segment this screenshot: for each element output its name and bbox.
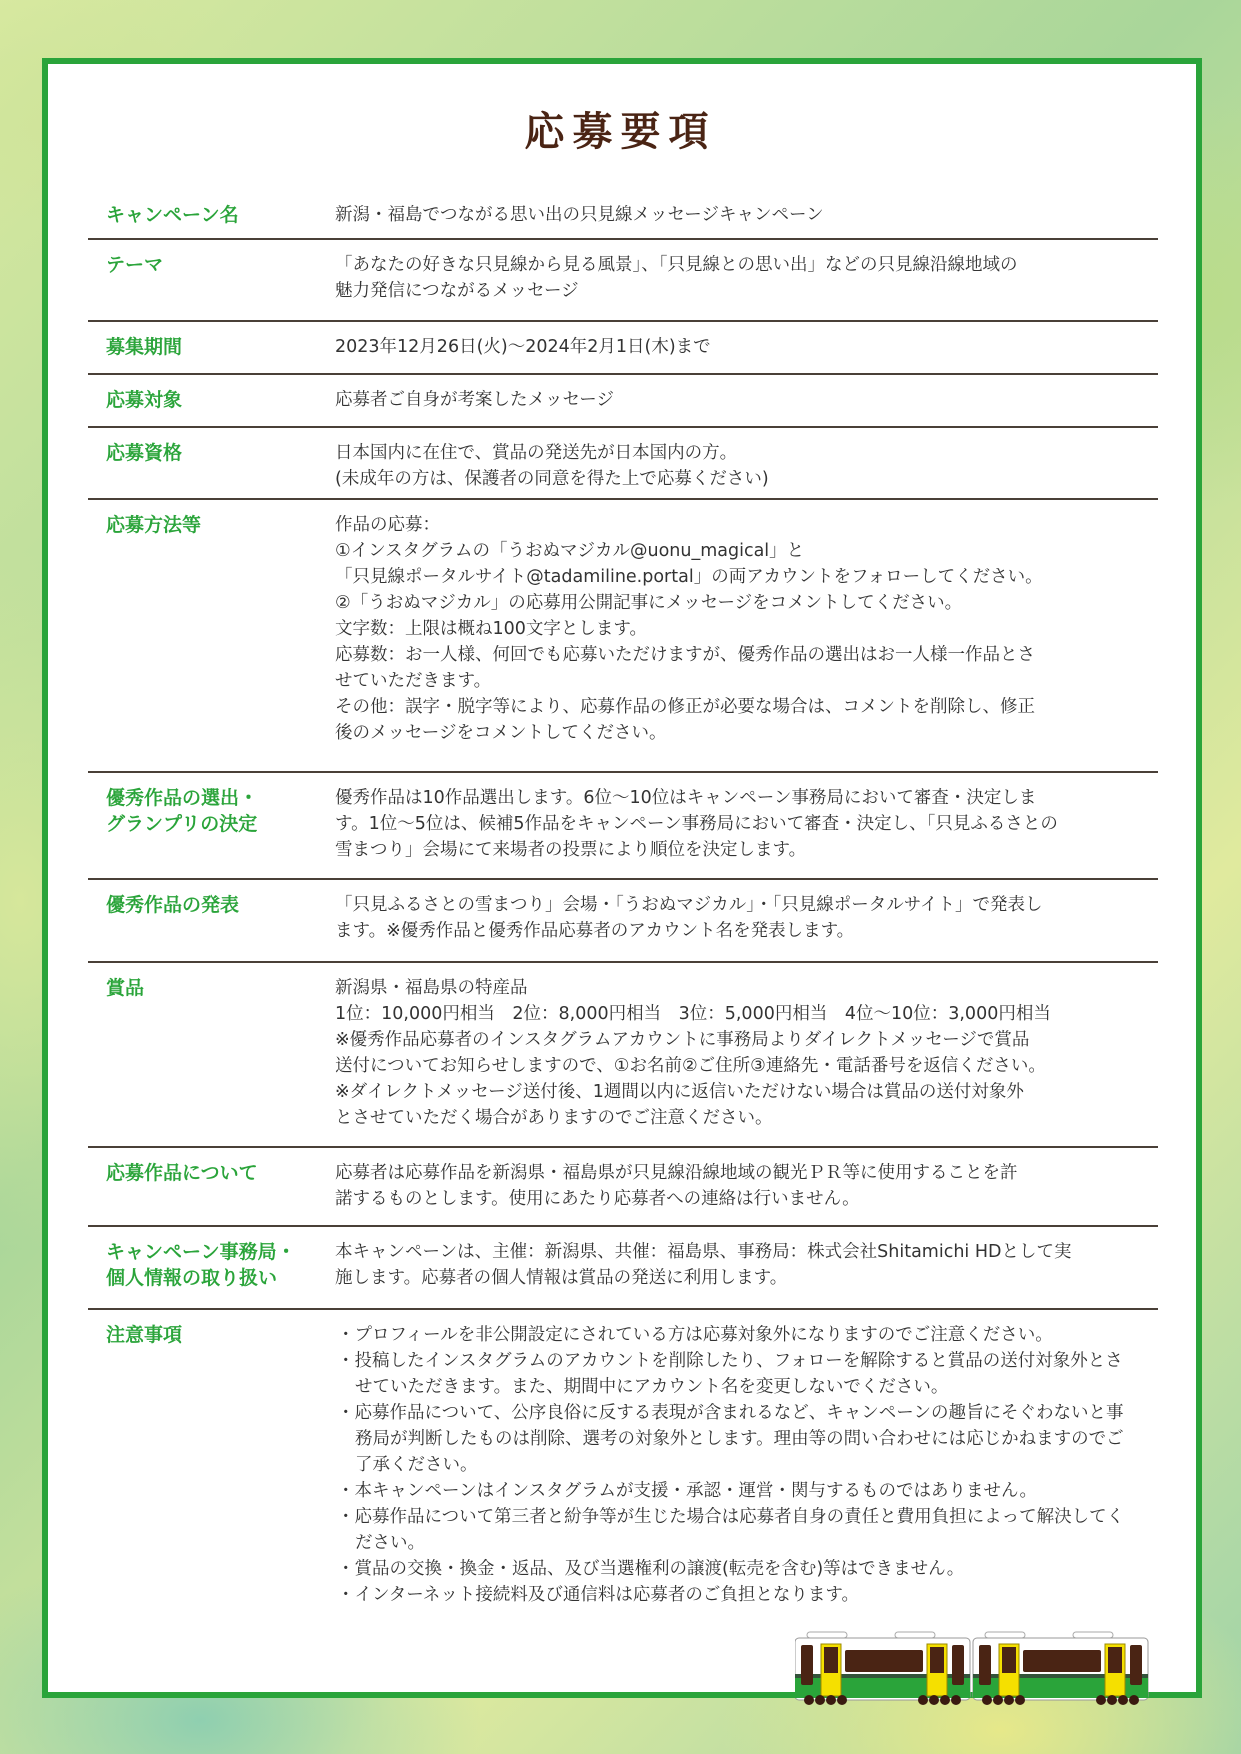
table-row bbox=[88, 1148, 1158, 1227]
row-label-line: 募集期間 bbox=[106, 336, 183, 358]
row-label bbox=[88, 387, 335, 426]
row-value-line: 応募数：お一人様、何回でも応募いただけますが、優秀作品の選出はお一人様一作品とさ bbox=[335, 645, 1035, 665]
row-value-line: (未成年の方は、保護者の同意を得た上で応募ください) bbox=[335, 469, 769, 489]
row-label-line: 応募対象 bbox=[106, 389, 183, 411]
row-value-line: 2023年12月26日(火)〜2024年2月1日(木)まで bbox=[335, 337, 711, 357]
row-value-line: 優秀作品は10作品選出します。6位〜10位はキャンペーン事務局において審査・決定しま bbox=[335, 788, 1037, 808]
row-value-line: す。1位〜5位は、候補5作品をキャンペーン事務局において審査・決定し、「只見ふるさとの bbox=[335, 814, 1058, 834]
row-label-line: キャンペーン事務局・ bbox=[106, 1241, 296, 1263]
table-row bbox=[88, 1227, 1158, 1310]
row-label bbox=[88, 202, 335, 238]
row-value-line: 「あなたの好きな只見線から見る風景」、「只見線との思い出」などの只見線沿線地域の bbox=[335, 255, 1018, 275]
row-label-line: 優秀作品の発表 bbox=[106, 894, 240, 916]
row-label bbox=[88, 1239, 335, 1308]
row-label bbox=[88, 252, 335, 320]
row-value-line: 諾するものとします。使用にあたり応募者への連絡は行いません。 bbox=[335, 1189, 860, 1209]
row-label-line: テーマ bbox=[106, 254, 164, 276]
row-label-line: 個人情報の取り扱い bbox=[106, 1267, 278, 1289]
notes-label: 注意事項 bbox=[106, 1324, 183, 1346]
row-value bbox=[335, 512, 1158, 771]
row-value bbox=[335, 334, 1158, 373]
note-item: ・プロフィールを非公開設定にされている方は応募対象外になりますのでご注意ください。 bbox=[337, 1325, 1053, 1345]
row-value bbox=[335, 1160, 1158, 1225]
table-row bbox=[88, 375, 1158, 428]
note-item: ・本キャンペーンはインスタグラムが支援・承認・運営・関与するものではありません。 bbox=[337, 1481, 1037, 1501]
row-value-line: ※ダイレクトメッセージ送付後、1週間以内に返信いただけない場合は賞品の送付対象外 bbox=[335, 1082, 1024, 1102]
notes-row bbox=[88, 1310, 1158, 1608]
row-value-line: せていただきます。 bbox=[335, 671, 492, 691]
row-label bbox=[88, 440, 335, 498]
row-label bbox=[88, 892, 335, 961]
row-value bbox=[335, 785, 1158, 878]
table-row bbox=[88, 773, 1158, 880]
row-value-line: 新潟・福島でつながる思い出の只見線メッセージキャンペーン bbox=[335, 205, 824, 225]
table-row bbox=[88, 322, 1158, 375]
row-value bbox=[335, 1239, 1158, 1308]
note-item: ・インターネット接続料及び通信料は応募者のご負担となります。 bbox=[337, 1585, 860, 1605]
row-label-line: 応募作品について bbox=[106, 1162, 258, 1184]
row-value-line: 魅力発信につながるメッセージ bbox=[335, 281, 579, 301]
row-value-line: 1位：10,000円相当 2位：8,000円相当 3位：5,000円相当 4位〜10位：3,000円相当 bbox=[335, 1004, 1051, 1024]
row-label bbox=[88, 975, 335, 1146]
requirements-table bbox=[88, 190, 1158, 1608]
row-value-line: 「只見ふるさとの雪まつり」会場・「うおぬマジカル」・「只見線ポータルサイト」で発表し bbox=[335, 895, 1043, 915]
row-value bbox=[335, 202, 1158, 238]
row-label bbox=[88, 334, 335, 373]
row-value-line: 後のメッセージをコメントしてください。 bbox=[335, 723, 667, 743]
note-item: ・賞品の交換・換金・返品、及び当選権利の譲渡(転売を含む)等はできません。 bbox=[337, 1559, 965, 1579]
row-label-line: 応募方法等 bbox=[106, 514, 202, 536]
row-label bbox=[88, 1160, 335, 1225]
note-item: ・応募作品について第三者と紛争等が生じた場合は応募者自身の責任と費用負担によって解決してください。 bbox=[337, 1507, 1125, 1553]
row-label-line: キャンペーン名 bbox=[106, 204, 239, 226]
row-value bbox=[335, 892, 1158, 961]
row-value-line: 応募者は応募作品を新潟県・福島県が只見線沿線地域の観光ＰＲ等に使用することを許 bbox=[335, 1163, 1018, 1183]
row-value-line: 送付についてお知らせしますので、①お名前②ご住所③連絡先・電話番号を返信ください。 bbox=[335, 1056, 1046, 1076]
row-label-line: グランプリの決定 bbox=[106, 813, 258, 835]
row-label-line: 応募資格 bbox=[106, 442, 183, 464]
train-illustration bbox=[795, 1630, 1155, 1710]
note-item: ・応募作品について、公序良俗に反する表現が含まれるなど、キャンペーンの趣旨にそぐわないと事務局が判断したものは削除、選考の対象外とします。理由等の問い合わせには応じかねますのでご了承ください。 bbox=[337, 1403, 1124, 1475]
row-value-line: その他：誤字・脱字等により、応募作品の修正が必要な場合は、コメントを削除し、修正 bbox=[335, 697, 1035, 717]
row-value-line: 本キャンペーンは、主催：新潟県、共催：福島県、事務局：株式会社Shitamichi HDとして実 bbox=[335, 1242, 1072, 1262]
row-label bbox=[88, 785, 335, 878]
row-value-line: 日本国内に在住で、賞品の発送先が日本国内の方。 bbox=[335, 443, 738, 463]
row-value-line: ます。※優秀作品と優秀作品応募者のアカウント名を発表します。 bbox=[335, 921, 855, 941]
row-value-line: 文字数：上限は概ね100文字とします。 bbox=[335, 619, 648, 639]
note-item: ・投稿したインスタグラムのアカウントを削除したり、フォローを解除すると賞品の送付対象外とさせていただきます。また、期間中にアカウント名を変更しないでください。 bbox=[337, 1351, 1123, 1397]
row-value-line: ②「うおぬマジカル」の応募用公開記事にメッセージをコメントしてください。 bbox=[335, 593, 963, 613]
table-row bbox=[88, 428, 1158, 500]
notes-list bbox=[335, 1322, 1158, 1608]
row-value bbox=[335, 252, 1158, 320]
row-value bbox=[335, 387, 1158, 426]
page-title: 応募要項 bbox=[524, 109, 717, 155]
table-row bbox=[88, 963, 1158, 1148]
table-row bbox=[88, 880, 1158, 963]
row-value-line: ①インスタグラムの「うおぬマジカル@uonu_magical」と bbox=[335, 541, 805, 561]
row-value-line: 作品の応募： bbox=[335, 515, 440, 535]
row-value-line: ※優秀作品応募者のインスタグラムアカウントに事務局よりダイレクトメッセージで賞品 bbox=[335, 1030, 1030, 1050]
row-label-line: 優秀作品の選出・ bbox=[106, 787, 259, 809]
row-value-line: 施します。応募者の個人情報は賞品の発送に利用します。 bbox=[335, 1268, 788, 1288]
row-value-line: 「只見線ポータルサイト@tadamiline.portal」の両アカウントをフォローしてください。 bbox=[335, 567, 1043, 587]
table-row bbox=[88, 190, 1158, 240]
row-value-line: 応募者ご自身が考案したメッセージ bbox=[335, 390, 614, 410]
table-row bbox=[88, 500, 1158, 773]
row-value bbox=[335, 440, 1158, 498]
row-value-line: とさせていただく場合がありますのでご注意ください。 bbox=[335, 1108, 773, 1128]
row-value-line: 新潟県・福島県の特産品 bbox=[335, 978, 528, 998]
row-label bbox=[88, 512, 335, 771]
table-row bbox=[88, 240, 1158, 322]
row-label-line: 賞品 bbox=[106, 977, 145, 999]
row-value-line: 雪まつり」会場にて来場者の投票により順位を決定します。 bbox=[335, 840, 807, 860]
row-value bbox=[335, 975, 1158, 1146]
